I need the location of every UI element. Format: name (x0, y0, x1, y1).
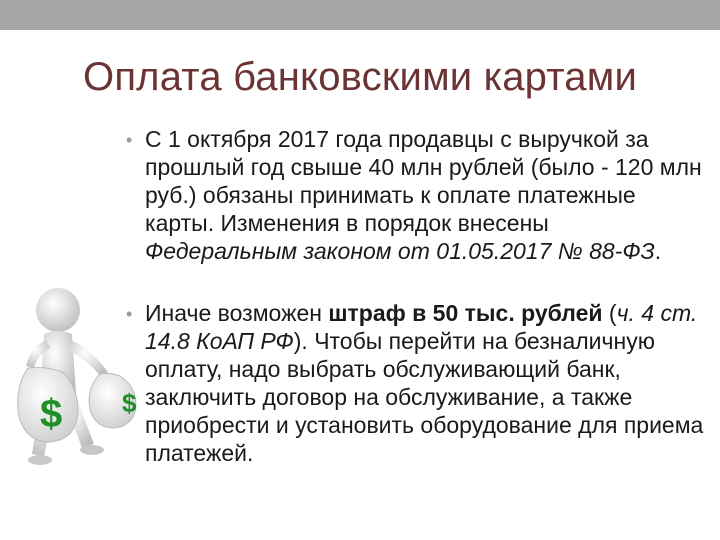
fine-amount: штраф в 50 тыс. рублей (328, 300, 603, 326)
bullet-item (126, 299, 706, 467)
bullet-text-end: ). Чтобы перейти на безналичную оплату, надо выбрать обслуживающий банк, заключить договор на обслуживание, а также приобрести и установить оборудование для приема платежей. (145, 328, 704, 466)
bullet-marker: • (126, 130, 133, 150)
figure-right-arm (70, 340, 108, 378)
bullet-text: С 1 октября 2017 года продавцы с выручкой за прошлый год свыше 40 млн рублей (было - 120 млн руб.) обязаны принимать к оплате платежные карты. Изменения в порядок внесены (145, 126, 702, 236)
bullet-text-paren: ( (602, 300, 617, 326)
bullet-item (126, 125, 706, 265)
bullet-text: Иначе возможен (145, 300, 329, 326)
slide-title: Оплата банковскими картами (83, 55, 637, 99)
bullet-marker: • (126, 304, 133, 324)
figure-head (36, 288, 80, 332)
slide-content (126, 125, 706, 467)
top-band (0, 0, 720, 30)
bullet-text-end: . (654, 238, 662, 264)
figure-right-foot (80, 445, 104, 455)
dollar-symbol: $ (122, 388, 137, 418)
law-reference: Федеральным законом от 01.05.2017 № 88-ФЗ (145, 238, 655, 264)
person-with-money-bags-icon (10, 282, 140, 492)
law-reference: ч. 4 ст. 14.8 КоАП РФ (145, 300, 698, 354)
dollar-symbol: $ (40, 392, 63, 436)
figure-left-foot (28, 455, 52, 465)
